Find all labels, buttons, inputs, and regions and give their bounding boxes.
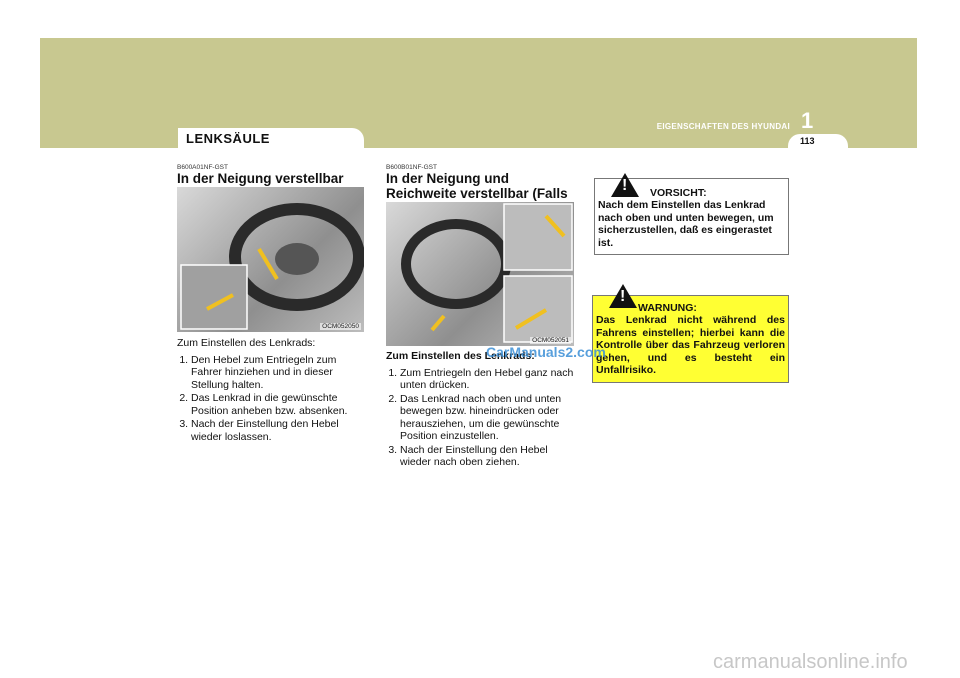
column-1-body bbox=[177, 337, 364, 444]
list-item: 2. Das Lenkrad nach oben und unten bewegen bzw. hineindrücken oder herausziehen, um die gewünschte Position einzustellen. bbox=[400, 393, 576, 443]
steering-tilt-telescope-image bbox=[386, 202, 574, 346]
section-tab bbox=[178, 128, 364, 150]
chapter-number: 1 bbox=[801, 108, 814, 133]
section-code: B600B01NF-GST bbox=[386, 164, 437, 171]
watermark-top: CarManuals2.com bbox=[486, 344, 606, 360]
list-item: 1. Zum Entriegeln den Hebel ganz nach unten drücken. bbox=[400, 367, 576, 392]
section-code: B600A01NF-GST bbox=[177, 164, 228, 171]
list-item: 2. Das Lenkrad in die gewünschte Position anheben bzw. absenken. bbox=[191, 392, 364, 417]
warning-title: WARNUNG: bbox=[638, 302, 697, 314]
steering-wheel-illustration bbox=[386, 202, 574, 346]
warning-box bbox=[592, 288, 789, 383]
section-heading: In der Neigung verstellbar bbox=[177, 171, 344, 186]
warning-text: Das Lenkrad nicht während des Fahrens einstellen; hierbei kann die Kontrolle über das Fahrzeug verloren gehen, und es besteht ein Unfallrisiko. bbox=[596, 314, 785, 376]
list-item: 3. Nach der Einstellung den Hebel wieder nach oben ziehen. bbox=[400, 444, 576, 469]
steps-list bbox=[386, 367, 576, 469]
section-heading: In der Neigung und Reichweite verstellbar (Falls bbox=[386, 171, 568, 201]
watermark-bottom: carmanualsonline.info bbox=[713, 651, 908, 673]
header-band bbox=[40, 38, 917, 148]
intro-text: Zum Einstellen des Lenkrads: bbox=[386, 350, 535, 362]
warning-triangle-icon: ! bbox=[611, 173, 639, 197]
image-caption: OCM052051 bbox=[532, 337, 569, 344]
chapter-title: EIGENSCHAFTEN DES HYUNDAI bbox=[656, 122, 790, 131]
steps-list bbox=[177, 354, 364, 444]
caution-text: Nach dem Einstellen das Lenkrad nach oben und unten bewegen, um sicherzustellen, daß es eingerastet ist. bbox=[598, 199, 774, 249]
caution-box bbox=[594, 178, 789, 255]
intro-text: Zum Einstellen des Lenkrads: bbox=[177, 337, 316, 349]
column-2-body bbox=[386, 350, 576, 470]
image-caption: OCM052050 bbox=[322, 323, 359, 330]
steering-tilt-image bbox=[177, 187, 364, 332]
steering-wheel-illustration bbox=[177, 187, 364, 332]
list-item: 3. Nach der Einstellung den Hebel wieder loslassen. bbox=[191, 418, 364, 443]
warning-triangle-icon: ! bbox=[609, 284, 637, 308]
column-1 bbox=[177, 164, 364, 186]
list-item: 1. Den Hebel zum Entriegeln zum Fahrer hinziehen und in dieser Stellung halten. bbox=[191, 354, 364, 392]
page-number-tab bbox=[788, 134, 848, 150]
caution-title: VORSICHT: bbox=[650, 187, 707, 199]
page-number: 113 bbox=[800, 136, 815, 146]
section-tab-label: LENKSÄULE bbox=[186, 131, 270, 146]
